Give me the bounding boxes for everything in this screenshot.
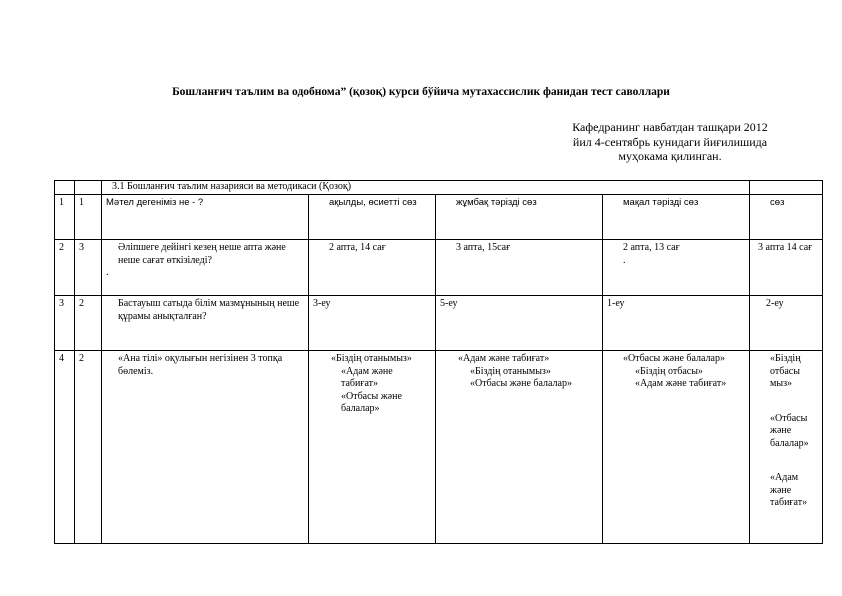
question-cell <box>102 240 309 296</box>
answer-b-cell <box>436 351 603 544</box>
answer-d-item: «Адам және табиғат» <box>770 472 808 508</box>
question-text: Мәтел дегеніміз не - ? <box>102 195 309 240</box>
answer-b: 3 апта, 15сағ <box>436 240 603 296</box>
empty-cell <box>750 181 823 195</box>
table-row <box>55 351 823 544</box>
approval-note <box>540 120 800 164</box>
empty-cell <box>75 181 102 195</box>
answer-c-item: «Біздің отбасы» <box>635 365 703 377</box>
answer-a-item: «Біздің отанымыз» <box>331 353 412 364</box>
answer-b-item: «Адам және табиғат» <box>458 353 550 364</box>
answer-b-item: «Отбасы және балалар» <box>470 378 572 389</box>
approval-line-2: йил 4-сентябрь кунидаги йиғилишида <box>572 134 768 149</box>
row-number: 2 <box>55 240 75 296</box>
approval-line-3: муҳокама қилинган. <box>618 149 722 163</box>
test-questions-table <box>54 180 823 544</box>
row-number: 4 <box>55 351 75 544</box>
answer-c: 2 апта, 13 сағ <box>623 242 680 253</box>
row-number: 3 <box>55 296 75 351</box>
question-text: Әліпшеге дейінгі кезең неше апта және неше сағат өткізіледі? <box>118 242 286 266</box>
empty-cell <box>55 181 75 195</box>
table-row <box>55 296 823 351</box>
answer-a: 3-еу <box>309 296 436 351</box>
answer-d-cell <box>750 351 823 544</box>
difficulty-level: 1 <box>75 195 102 240</box>
answer-c-mark: . <box>623 254 626 266</box>
difficulty-level: 2 <box>75 351 102 544</box>
answer-b-item: «Біздің отанымыз» <box>470 365 551 377</box>
answer-a-item: «Адам және табиғат» <box>341 365 393 389</box>
question-text: Бастауыш сатыда білім мазмұнының неше құрамы анықталған? <box>118 298 300 322</box>
answer-a-cell <box>309 351 436 544</box>
answer-c: 1-еу <box>603 296 750 351</box>
answer-c-item: «Адам және табиғат» <box>635 378 727 389</box>
row-number: 1 <box>55 195 75 240</box>
question-mark: . <box>106 267 109 278</box>
approval-line-1: Кафедранинг навбатдан ташқари 2012 <box>572 120 768 134</box>
answer-d-item: «Отбасы және балалар» <box>770 412 809 449</box>
question-cell <box>102 296 309 351</box>
answer-d: 2-еу <box>750 296 823 351</box>
answer-c-cell <box>603 240 750 296</box>
question-text: «Ана тілі» оқулығын негізінен 3 топқа бөлеміз. <box>118 353 283 377</box>
answer-a: ақылды, өсиетті сөз <box>309 195 436 240</box>
answer-c: мақал тәрізді сөз <box>603 195 750 240</box>
answer-d-item: «Біздің отбасы мыз» <box>770 353 801 389</box>
table-row <box>55 240 823 296</box>
answer-b: жұмбақ тәрізді сөз <box>436 195 603 240</box>
answer-d: сөз <box>750 195 823 240</box>
difficulty-level: 3 <box>75 240 102 296</box>
answer-b: 5-еу <box>436 296 603 351</box>
document-title: Бошланғич таълим ва одобнома” (қозоқ) курси бўйича мутахассислик фанидан тест саволлари <box>172 86 670 98</box>
answer-a: 2 апта, 14 сағ <box>309 240 436 296</box>
section-header: 3.1 Бошланғич таълим назарияси ва методикаси (Қозоқ) <box>102 181 750 195</box>
difficulty-level: 2 <box>75 296 102 351</box>
table-row <box>55 195 823 240</box>
answer-d: 3 апта 14 сағ <box>750 240 823 296</box>
answer-a-item: «Отбасы және балалар» <box>341 390 402 414</box>
answer-c-cell <box>603 351 750 544</box>
question-cell <box>102 351 309 544</box>
answer-c-item: «Отбасы және балалар» <box>623 353 725 364</box>
section-header-row <box>55 181 823 195</box>
